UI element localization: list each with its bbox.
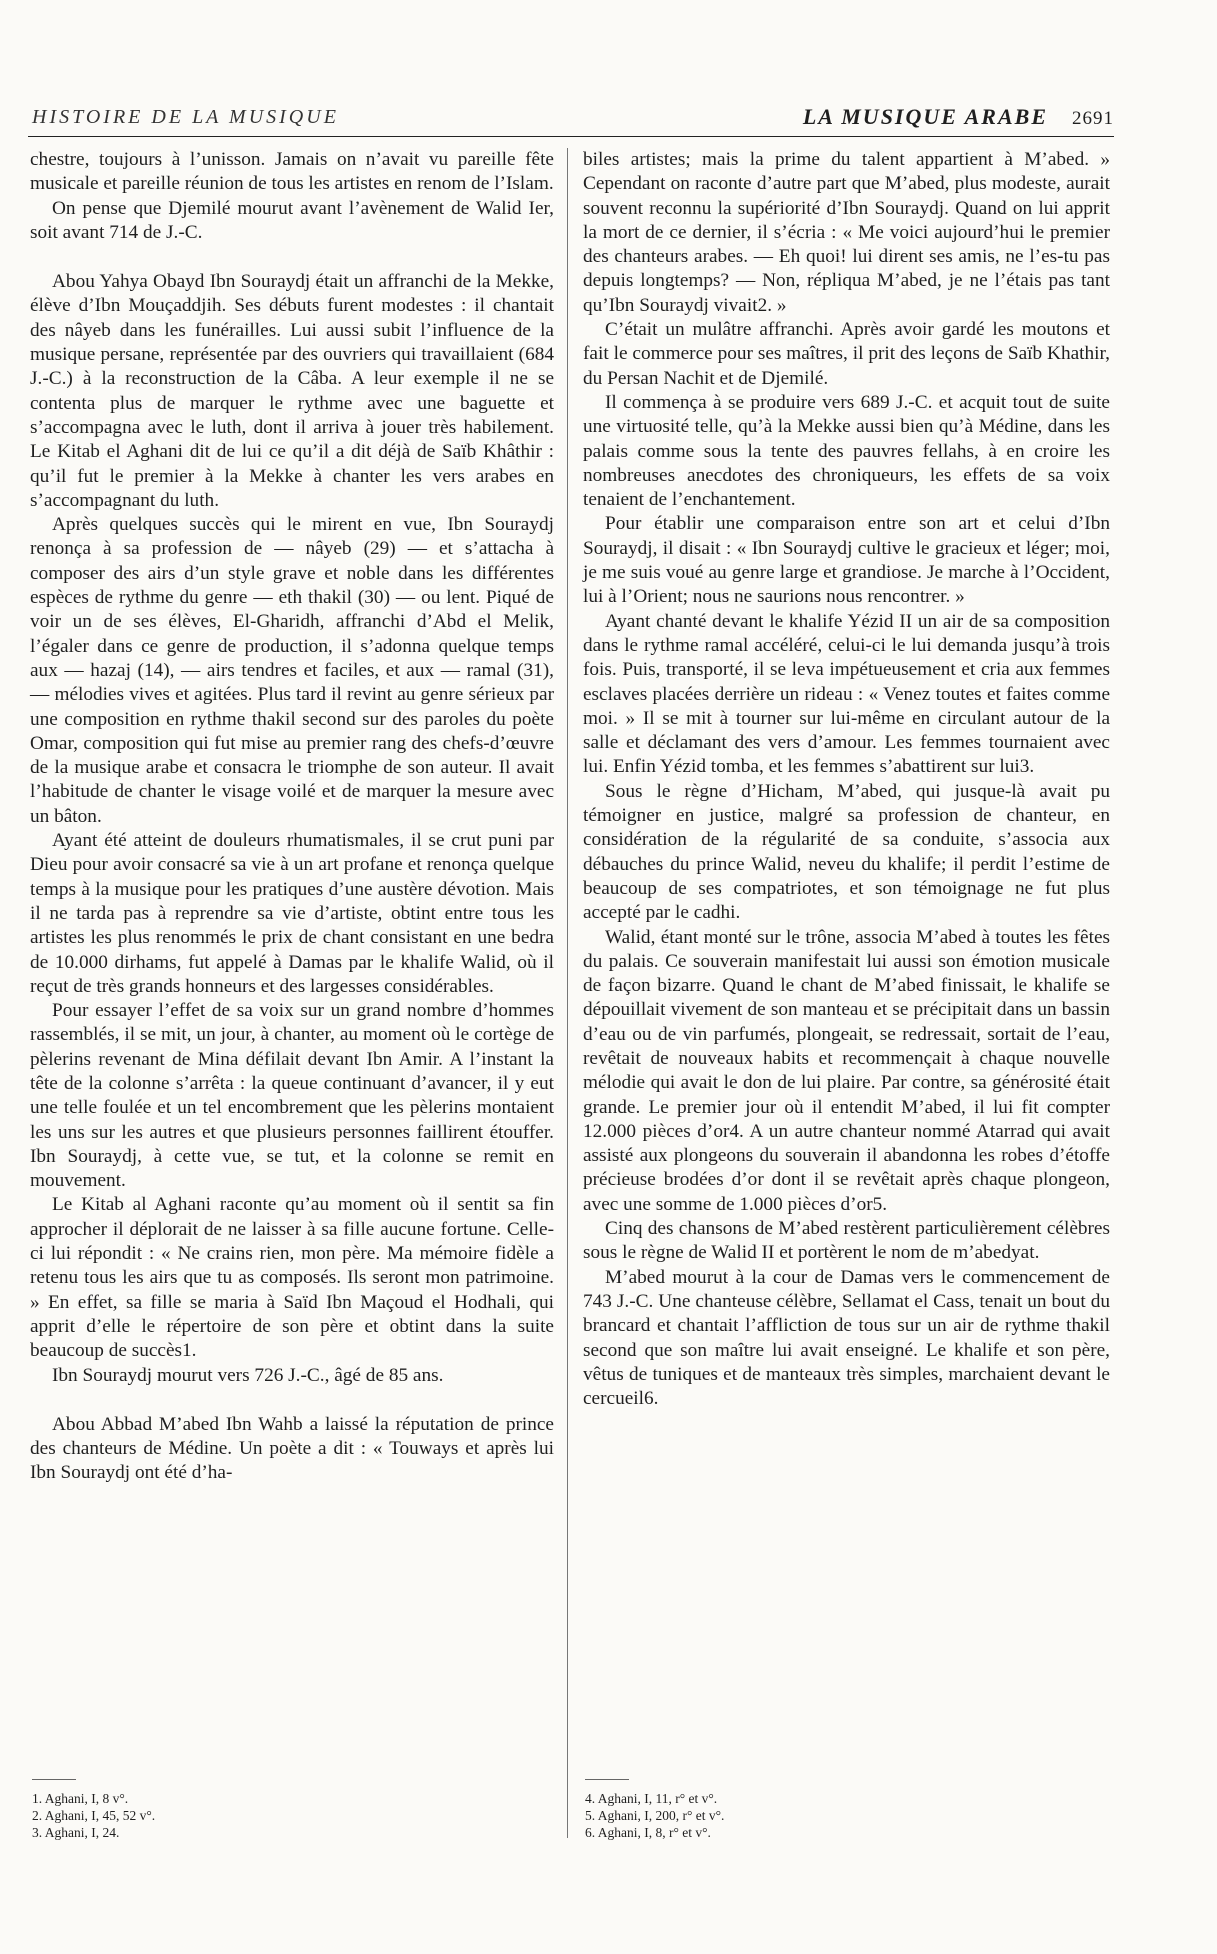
footnote: 5. Aghani, I, 200, r° et v°.	[585, 1808, 725, 1823]
paragraph: Il commença à se produire vers 689 J.-C. et acquit tout de suite une virtuosité telle, qu’à la Mekke aussi bien qu’à Médine, dans les palais comme sous la tente des pauvres fellahs, à en croire les nombreuses anecdotes des chroniqueurs, les effets de sa voix tenaient de l’enchantement.	[583, 391, 1110, 511]
paragraph: Pour essayer l’effet de sa voix sur un grand nombre d’hommes rassemblés, il se mit, un jour, à chanter, au moment où le cortège de pèlerins revenant de Mina défilait devant Ibn Amir. A l’instant la tête de la colonne s’arrêta : la queue continuant d’avancer, il y eut une telle foulée et un tel encombrement que les pèlerins montaient les uns sur les autres et que plusieurs personnes faillirent étouffer. Ibn Souraydj, à cette vue, se tut, et la colonne se remit en mouvement.	[30, 1000, 554, 1192]
right-footnotes	[585, 1790, 724, 1841]
footnote: 6. Aghani, I, 8, r° et v°.	[585, 1825, 711, 1840]
right-column	[583, 148, 1110, 1411]
paragraph: biles artistes; mais la prime du talent appartient à M’abed. » Cependant on raconte d’autre part que M’abed, plus modeste, aurait souvent reconnu la supériorité d’Ibn Souraydj. Quand on lui apprit la mort de ce dernier, il s’écria : « Me voici aujourd’hui le premier des chanteurs arabes. — Eh quoi! lui dirent ses amis, ne l’es-tu pas depuis longtemps? — Non, répliqua M’abed, je ne l’étais pas tant qu’Ibn Souraydj vivait2. »	[583, 149, 1110, 316]
paragraph: On pense que Djemilé mourut avant l’avènement de Walid Ier, soit avant 714 de J.-C.	[30, 197, 554, 243]
footnote: 2. Aghani, I, 45, 52 v°.	[32, 1808, 156, 1823]
paragraph: C’était un mulâtre affranchi. Après avoir gardé les moutons et fait le commerce pour ses maîtres, il prit des leçons de Saïb Khathir, du Persan Nachit et de Djemilé.	[583, 319, 1110, 389]
footnote-rule-right	[585, 1779, 629, 1780]
left-footnotes	[32, 1790, 155, 1841]
paragraph: Pour établir une comparaison entre son art et celui d’Ibn Souraydj, il disait : « Ibn Souraydj cultive le gracieux et léger; moi, je me suis voué au genre large et grandiose. Je marche à l’Occident, lui à l’Orient; nous ne saurions nous rencontrer. »	[583, 513, 1110, 608]
footnote: 4. Aghani, I, 11, r° et v°.	[585, 1791, 718, 1806]
running-header	[28, 106, 1114, 137]
paragraph: Walid, étant monté sur le trône, associa M’abed à toutes les fêtes du palais. Ce souverain manifestait lui aussi son émotion musicale de façon bizarre. Quand le chant de M’abed finissait, le khalife se dépouillait vivement de son manteau et se précipitait dans un bassin d’eau ou de vin parfumés, plongeait, se redressait, sortait de l’eau, revêtait de nouveaux habits et recommençait à chaque nouvelle mélodie qui avait le don de lui plaire. Par contre, sa générosité était grande. Le premier jour où il entendit M’abed, il lui fit compter 12.000 pièces d’or4. A un autre chanteur nommé Atarrad qui avait assisté aux plongeons du souverain il abandonna les robes d’étoffe précieuse brodées d’or dont il se revêtait après chaque plongeon, avec une somme de 1.000 pièces d’or5.	[583, 926, 1110, 1215]
footnote: 3. Aghani, I, 24.	[32, 1825, 120, 1840]
paragraph: Abou Abbad M’abed Ibn Wahb a laissé la réputation de prince des chanteurs de Médine. Un poète a dit : « Touways et après lui Ibn Souraydj ont été d’ha-	[30, 1413, 554, 1484]
paragraph: M’abed mourut à la cour de Damas vers le commencement de 743 J.-C. Une chanteuse célèbre, Sellamat el Cass, tenait un bout du brancard et chantait l’affliction de tous sur un air de rythme thakil second que son maître lui avait enseigné. Le khalife et son père, vêtus de tuniques et de manteaux très simples, marchaient devant le cercueil6.	[583, 1266, 1110, 1410]
left-column	[30, 148, 554, 1486]
paragraph: Ibn Souraydj mourut vers 726 J.-C., âgé de 85 ans.	[52, 1364, 444, 1386]
paragraph: Ayant chanté devant le khalife Yézid II un air de sa composition dans le rythme ramal accéléré, celui-ci le lui demanda jusqu’à trois fois. Puis, transporté, il se leva impétueusement et cria aux femmes esclaves placées derrière un rideau : « Venez toutes et faites comme moi. » Il se mit à tourner sur lui-même en circulant autour de la salle et déclamant des vers d’amour. Les femmes tournaient avec lui. Enfin Yézid tomba, et les femmes s’abattirent sur lui3.	[583, 610, 1110, 778]
paragraph: Ayant été atteint de douleurs rhumatismales, il se crut puni par Dieu pour avoir consacré sa vie à un art profane et renonça quelque temps à la musique pour les pratiques d’une austère dévotion. Mais il ne tarda pas à reprendre sa vie d’artiste, obtint entre tous les artistes les plus renommés le prix de chant consistant en une bedra de 10.000 dirhams, fut appelé à Damas par le khalife Walid, où il reçut de très grands honneurs et des largesses considérables.	[30, 830, 554, 997]
header-right-title: LA MUSIQUE ARABE	[802, 104, 1048, 129]
page-number: 2691	[1072, 108, 1114, 129]
paragraph: chestre, toujours à l’unisson. Jamais on n’avait vu pareille fête musicale et pareille réunion de tous les artistes en renom de l’Islam.	[30, 149, 554, 195]
paragraph: Après quelques succès qui le mirent en vue, Ibn Souraydj renonça à sa profession de — nâyeb (29) — et s’attacha à composer des airs d’un style grave et noble dans les différentes espèces de rythme du genre — eth thakil (30) — ou lent. Piqué de voir un de ses élèves, El-Gharidh, affranchi d’Abd el Melik, l’égaler dans ce genre de production, il s’adonna quelque temps aux — hazaj (14), — airs tendres et faciles, et aux — ramal (31), — mélodies vives et agitées. Plus tard il revint au genre sérieux par une composition en rythme thakil second sur des paroles du poète Omar, composition qui fut mise au premier rang des chefs-d’œuvre de la musique arabe et consacra le triomphe de son auteur. Il avait l’habitude de chanter le visage voilé et de marquer la mesure avec un bâton.	[30, 514, 554, 827]
paragraph: Cinq des chansons de M’abed restèrent particulièrement célèbres sous le règne de Walid II et portèrent le nom de m’abedyat.	[583, 1218, 1110, 1264]
paragraph: Abou Yahya Obayd Ibn Souraydj était un affranchi de la Mekke, élève d’Ibn Mouçaddjih. Ses débuts furent modestes : il chantait des nâyeb dans les funérailles. Lui aussi subit l’influence de la musique persane, représentée par des ouvriers qui travaillaient (684 J.-C.) à la reconstruction de la Câba. A leur exemple il ne se contenta plus de marquer le rythme avec une baguette et s’accompagna avec le luth, dont il arriva à jouer très habilement. Le Kitab el Aghani dit de lui ce qu’il a dit déjà de Saïb Khâthir : qu’il fut le premier à la Mekke à chanter les vers arabes en s’accompagnant du luth.	[30, 271, 554, 511]
footnote: 1. Aghani, I, 8 v°.	[32, 1791, 129, 1806]
paragraph: Sous le règne d’Hicham, M’abed, qui jusque-là avait pu témoigner en justice, malgré sa profession de chanteur, en considération de la régularité de sa conduite, s’associa aux débauches du prince Walid, neveu du khalife; il perdit l’estime de beaucoup de ses compatriotes, et son témoignage ne fut plus accepté par le cadhi.	[583, 780, 1110, 924]
column-divider	[567, 148, 568, 1838]
header-left-title: HISTOIRE DE LA MUSIQUE	[32, 106, 339, 128]
footnote-rule-left	[32, 1779, 76, 1780]
paragraph: Le Kitab al Aghani raconte qu’au moment où il sentit sa fin approcher il déplorait de ne laisser à sa fille aucune fortune. Celle-ci lui répondit : « Ne crains rien, mon père. Ma mémoire fidèle a retenu tous les airs que tu as composés. Ils seront mon patrimoine. » En effet, sa fille se maria à Saïd Ibn Maçoud el Hodhali, qui apprit d’elle le répertoire de son père et obtint dans la suite beaucoup de succès1.	[30, 1194, 554, 1362]
